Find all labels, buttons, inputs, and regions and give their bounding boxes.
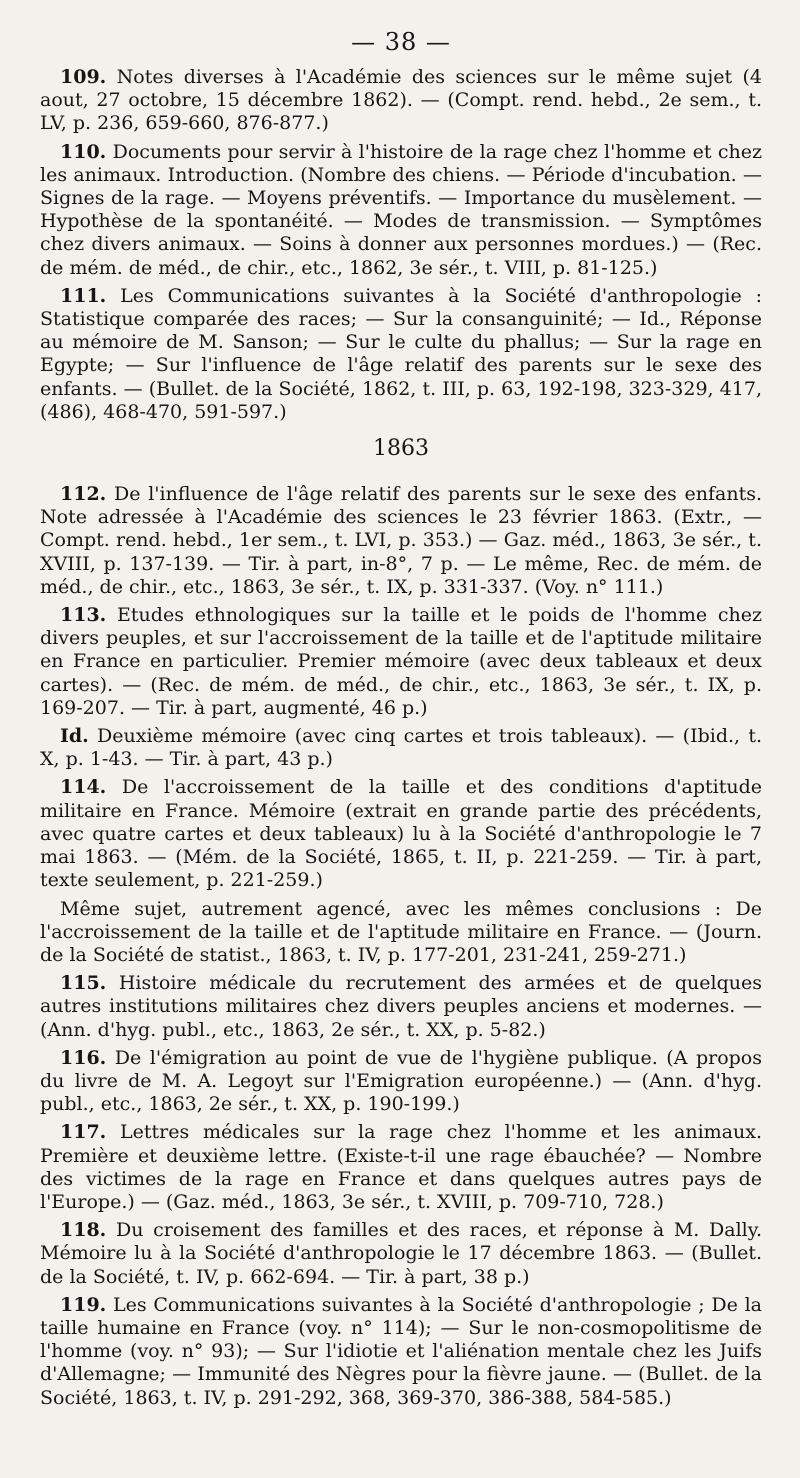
entry-119 bbox=[40, 1294, 762, 1410]
entry-114-continuation bbox=[40, 898, 762, 968]
entry-113 bbox=[40, 604, 762, 720]
entry-number: 112. bbox=[60, 483, 107, 506]
entry-number: 117. bbox=[60, 1121, 107, 1144]
entry-text: Documents pour servir à l'histoire de la rage chez l'homme et chez les animaux. Introduction. (Nombre des chiens. — Période d'incubation. — Signes de la rage. — Moyens préventifs. — Importance du musèlement. — Hypothèse de la spontanéité. — Modes de transmission. — Symptômes chez divers animaux. — Soins à donner aux personnes mordues.) — (Rec. de mém. de méd., de chir., etc., 1862, 3e sér., t. VIII, p. 81-125.) bbox=[40, 140, 762, 279]
entry-number: 115. bbox=[60, 972, 107, 995]
entry-text: Du croisement des familles et des races, et réponse à M. Dally. Mémoire lu à la Société d'anthropologie le 17 décembre 1863. — (Bullet. de la Société, t. IV, p. 662-694. — Tir. à part, 38 p.) bbox=[40, 1219, 762, 1288]
entry-113-id bbox=[40, 725, 762, 771]
entry-118 bbox=[40, 1219, 762, 1289]
entry-number: 116. bbox=[60, 1046, 107, 1069]
entry-110 bbox=[40, 141, 762, 280]
entry-111 bbox=[40, 285, 762, 424]
entry-number: 113. bbox=[60, 604, 107, 627]
entry-117 bbox=[40, 1121, 762, 1214]
year-heading: 1863 bbox=[373, 436, 429, 462]
entry-number: 111. bbox=[60, 284, 107, 307]
page-number: — 38 — bbox=[351, 28, 451, 56]
entry-112 bbox=[40, 483, 762, 599]
entry-115 bbox=[40, 972, 762, 1042]
entry-text: Les Communications suivantes à la Société d'anthropologie ; De la taille humaine en France (voy. n° 114); — Sur le non-cosmopolitisme de l'homme (voy. n° 93); — Sur l'idiotie et l'aliénation mentale chez les Juifs d'Allemagne; — Immunité des Nègres pour la fièvre jaune. — (Bullet. de la Société, 1863, t. IV, p. 291-292, 368, 369-370, 386-388, 584-585.) bbox=[40, 1293, 762, 1409]
entry-number: 118. bbox=[60, 1219, 107, 1242]
entry-116 bbox=[40, 1047, 762, 1117]
entry-109 bbox=[40, 66, 762, 136]
entry-number: Id. bbox=[60, 725, 89, 748]
entry-number: 119. bbox=[60, 1293, 107, 1316]
entry-number: 109. bbox=[60, 66, 107, 88]
entry-text: Etudes ethnologiques sur la taille et le poids de l'homme chez divers peuples, et sur l'accroissement de la taille et de l'aptitude militaire en France en particulier. Premier mémoire (avec deux tableaux et deux cartes). — (Rec. de mém. de méd., de chir., etc., 1863, 3e sér., t. IX, p. 169-207. — Tir. à part, augmenté, 46 p.) bbox=[40, 604, 762, 719]
entry-number: 114. bbox=[60, 776, 107, 799]
entry-text: Lettres médicales sur la rage chez l'homme et les animaux. Première et deuxième lettre. (Existe-t-il une rage ébauchée? — Nombre des victimes de la rage en France et dans quelques autres pays de l'Europe.) — (Gaz. méd., 1863, 3e sér., t. XVIII, p. 709-710, 728.) bbox=[40, 1121, 762, 1213]
entry-text: Même sujet, autrement agencé, avec les mêmes conclusions : De l'accroissement de la taille et de l'aptitude militaire en France. — (Journ. de la Société de statist., 1863, t. IV, p. 177-201, 231-241, 259-271.) bbox=[40, 897, 762, 966]
entry-text: Les Communications suivantes à la Société d'anthropologie : Statistique comparée des races; — Sur la consanguinité; — Id., Réponse au mémoire de M. Sanson; — Sur le culte du phallus; — Sur la rage en Egypte; — Sur l'influence de l'âge relatif des parents sur le sexe des enfants. — (Bullet. de la Société, 1862, t. III, p. 63, 192-198, 323-329, 417, (486), 468-470, 591-597.) bbox=[40, 284, 762, 423]
entry-text: De l'influence de l'âge relatif des parents sur le sexe des enfants. Note adressée à l'Académie des sciences le 23 février 1863. (Extr., — Compt. rend. hebd., 1er sem., t. LVI, p. 353.) — Gaz. méd., 1863, 3e sér., t. XVIII, p. 137-139. — Tir. à part, in-8°, 7 p. — Le même, Rec. de mém. de méd., de chir., etc., 1863, 3e sér., t. IX, p. 331-337. (Voy. n° 111.) bbox=[40, 483, 762, 598]
entry-text: De l'accroissement de la taille et des conditions d'aptitude militaire en France. Mémoire (extrait en grande partie des précédents, avec quatre cartes et deux tableaux) lu à la Société d'anthropologie le 7 mai 1863. — (Mém. de la Société, 1865, t. II, p. 221-259. — Tir. à part, texte seulement, p. 221-259.) bbox=[40, 776, 762, 892]
entry-114 bbox=[40, 776, 762, 892]
entry-text: Histoire médicale du recrutement des armées et de quelques autres institutions militaires chez divers peuples anciens et modernes. — (Ann. d'hyg. publ., etc., 1863, 2e sér., t. XX, p. 5-82.) bbox=[40, 972, 762, 1041]
entry-text: Notes diverses à l'Académie des sciences sur le même sujet (4 aout, 27 octobre, 15 décembre 1862). — (Compt. rend. hebd., 2e sem., t. LV, p. 236, 659-660, 876-877.) bbox=[40, 66, 762, 135]
entry-text: Deuxième mémoire (avec cinq cartes et trois tableaux). — (Ibid., t. X, p. 1-43. — Tir. à part, 43 p.) bbox=[40, 725, 762, 771]
entry-number: 110. bbox=[60, 140, 107, 163]
entry-text: De l'émigration au point de vue de l'hygiène publique. (A propos du livre de M. A. Legoyt sur l'Emigration européenne.) — (Ann. d'hyg. publ., etc., 1863, 2e sér., t. XX, p. 190-199.) bbox=[40, 1046, 762, 1116]
